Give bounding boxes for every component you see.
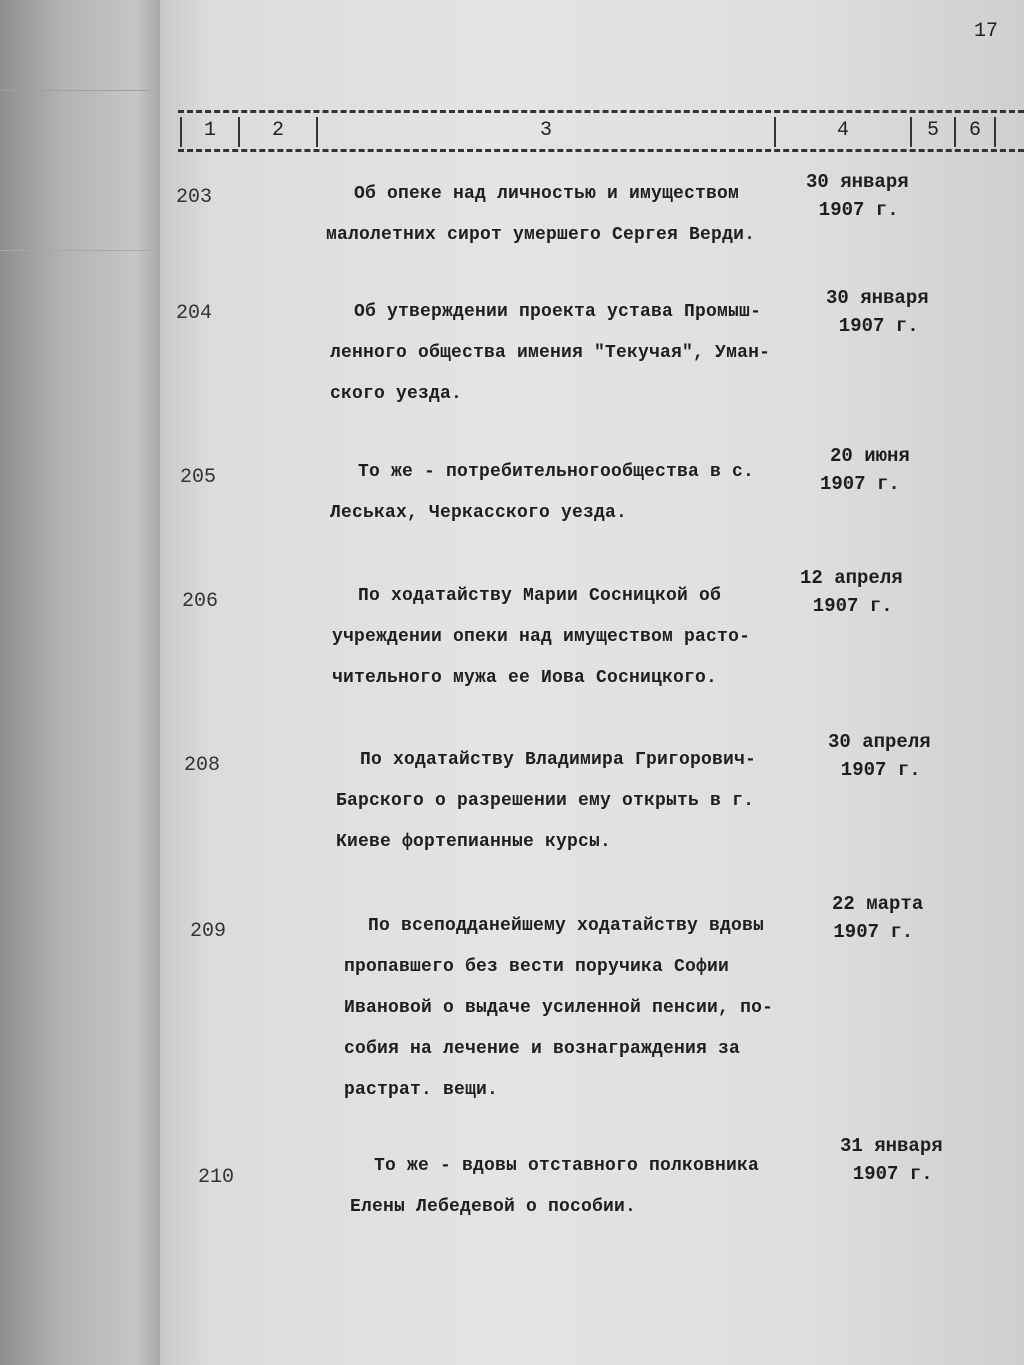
entry-date-day: 30 января <box>826 287 929 309</box>
entry-line: То же - вдовы отставного полковника <box>374 1156 760 1176</box>
column-header-2: 2 <box>238 117 316 147</box>
entry-date-year: 1907 г. <box>852 1163 933 1185</box>
entry-line: пропавшего без вести поручика Софии <box>344 957 730 977</box>
entry-line: малолетних сирот умершего Сергея Верди. <box>326 225 756 245</box>
entry-line: растрат. вещи. <box>344 1080 499 1100</box>
entry-description <box>330 452 754 534</box>
entry-line: учреждении опеки над имуществом расто- <box>332 627 751 647</box>
column-header-3: 3 <box>316 117 774 147</box>
entry-number: 208 <box>184 754 221 777</box>
entry-number: 203 <box>176 186 213 209</box>
entry-date-day: 30 января <box>806 171 909 193</box>
entry-line: Об утверждении проекта устава Промыш- <box>354 302 762 322</box>
entry-date <box>800 564 903 620</box>
entry-date-year: 1907 г. <box>820 473 900 495</box>
entry-date <box>828 728 931 784</box>
entry-line: То же - потребительногообщества в с. <box>358 462 755 482</box>
column-header-5: 5 <box>910 117 954 147</box>
entry-line: Об опеке над личностью и имуществом <box>354 184 740 204</box>
entry-date-year: 1907 г. <box>833 921 914 943</box>
entry-date-year: 1907 г. <box>838 315 919 337</box>
entry-date-day: 12 апреля <box>800 567 903 589</box>
entry-date <box>826 284 929 340</box>
entry-line: Барского о разрешении ему открыть в г. <box>336 791 755 811</box>
entry-line: Ивановой о выдаче усиленной пенсии, по- <box>344 998 774 1018</box>
entry-date <box>806 168 909 224</box>
entry-date <box>832 890 923 946</box>
entry-date-day: 31 января <box>840 1135 943 1157</box>
column-header-6: 6 <box>954 117 996 147</box>
entry-line: Леськах, Черкасского уезда. <box>330 503 628 523</box>
entry-line: По ходатайству Марии Сосницкой об <box>358 586 722 606</box>
entry-line: По ходатайству Владимира Григорович- <box>360 750 757 770</box>
entry-description <box>330 292 770 415</box>
entry-date-day: 20 июня <box>830 445 910 467</box>
left-facing-page <box>0 0 160 1365</box>
entry-description <box>336 740 756 863</box>
entry-line: собия на лечение и вознаграждения за <box>344 1039 741 1059</box>
entry-description <box>350 1146 759 1228</box>
entry-description <box>326 174 755 256</box>
column-header-1: 1 <box>180 117 238 147</box>
entry-description <box>332 576 750 699</box>
entry-description <box>344 906 773 1111</box>
column-header-row <box>178 110 1024 152</box>
entry-date-year: 1907 г. <box>818 199 899 221</box>
entry-date-day: 30 апреля <box>828 731 931 753</box>
entry-number: 209 <box>190 920 227 943</box>
entry-date-year: 1907 г. <box>812 595 893 617</box>
entry-number: 205 <box>180 466 217 489</box>
document-page <box>160 0 1024 1365</box>
entry-number: 204 <box>176 302 213 325</box>
entry-number: 206 <box>182 590 219 613</box>
column-header-4: 4 <box>774 117 910 147</box>
entry-number: 210 <box>198 1166 235 1189</box>
entry-date-year: 1907 г. <box>840 759 921 781</box>
entry-date-day: 22 марта <box>832 893 924 915</box>
entry-line: По всеподданейшему ходатайству вдовы <box>368 916 765 936</box>
entry-line: чительного мужа ее Иова Сосницкого. <box>332 668 718 688</box>
entry-line: ского уезда. <box>330 384 463 404</box>
entry-line: ленного общества имения "Текучая", Уман- <box>330 343 771 363</box>
page-number: 17 <box>973 20 998 43</box>
entry-date <box>840 1132 943 1188</box>
entry-date <box>820 442 910 498</box>
entry-line: Киеве фортепианные курсы. <box>336 832 612 852</box>
entry-line: Елены Лебедевой о пособии. <box>350 1197 637 1217</box>
